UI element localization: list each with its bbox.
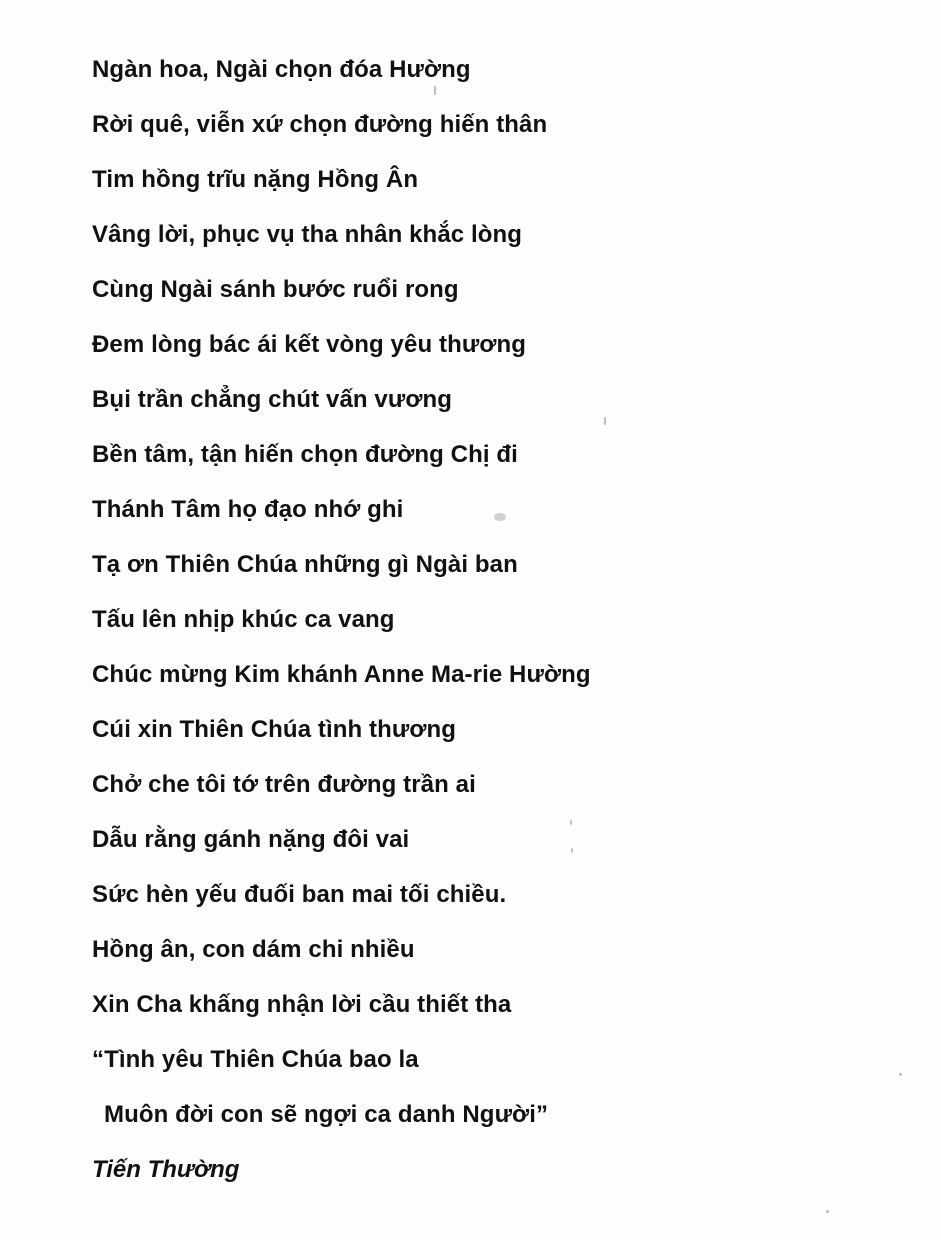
poem-author: Tiến Thường [92,1156,240,1183]
poem-line: Bền tâm, tận hiến chọn đường Chị đi [92,441,518,468]
poem-line: Chở che tôi tớ trên đường trần ai [92,771,476,798]
scan-speck [434,86,436,95]
scan-speck [826,1210,829,1213]
poem-line: Đem lòng bác ái kết vòng yêu thương [92,331,526,358]
scan-speck [899,1073,902,1076]
poem-line: Vâng lời, phục vụ tha nhân khắc lòng [92,221,523,248]
poem-line: Cùng Ngài sánh bước ruổi rong [92,276,459,303]
poem-line: Xin Cha khấng nhận lời cầu thiết tha [92,991,512,1018]
poem-line: Bụi trần chẳng chút vấn vương [92,386,453,413]
poem-line: Rời quê, viễn xứ chọn đường hiến thân [92,111,548,138]
poem [92,52,591,1152]
poem-line: Thánh Tâm họ đạo nhớ ghi [92,496,404,523]
poem-line: Hồng ân, con dám chi nhiều [92,936,415,963]
poem-line: Tạ ơn Thiên Chúa những gì Ngài ban [92,551,518,578]
poem-line: Sức hèn yếu đuối ban mai tối chiều. [92,881,507,908]
poem-line: Dẫu rằng gánh nặng đôi vai [92,826,410,853]
poem-line: Muôn đời con sẽ ngợi ca danh Người” [104,1101,549,1128]
poem-line: Tấu lên nhịp khúc ca vang [92,606,395,633]
scan-speck [571,848,573,853]
poem-line: Chúc mừng Kim khánh Anne Ma-rie Hường [92,661,591,688]
poem-line: Tim hồng trĩu nặng Hồng Ân [92,166,419,193]
scan-speck [604,417,606,425]
scan-speck [494,513,506,521]
poem-line: Ngàn hoa, Ngài chọn đóa Hường [92,56,471,83]
poem-line: Cúi xin Thiên Chúa tình thương [92,716,457,743]
poem-line: “Tình yêu Thiên Chúa bao la [92,1046,419,1073]
scan-speck [570,820,572,825]
